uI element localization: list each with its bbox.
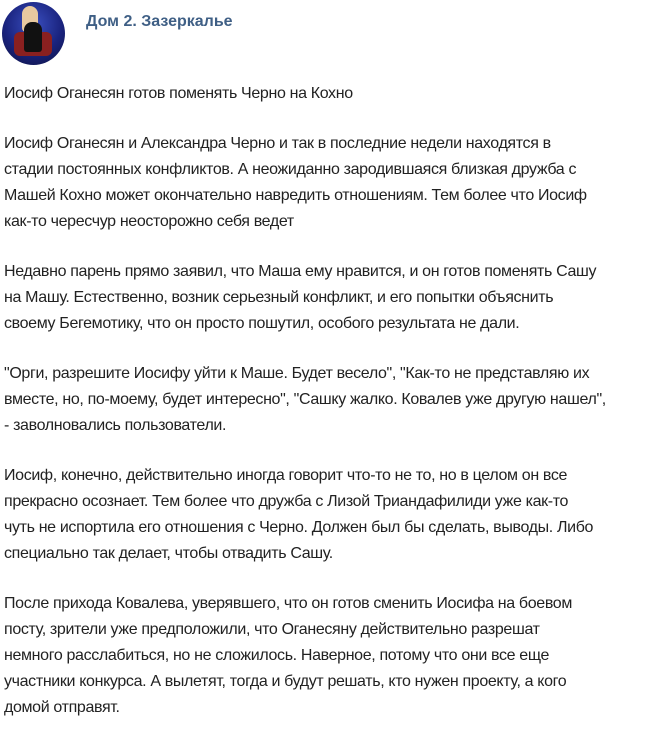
post-header <box>0 0 670 66</box>
channel-avatar[interactable] <box>2 2 65 65</box>
text-line: После прихода Ковалева, уверявшего, что он готов сменить Иосифа на боевом <box>4 595 572 612</box>
post-body <box>4 81 670 745</box>
channel-name[interactable]: Дом 2. Зазеркалье <box>86 13 233 30</box>
post-paragraph <box>4 463 670 567</box>
text-line: Иосиф Оганесян готов поменять Черно на Кохно <box>4 85 353 102</box>
text-line: "Орги, разрешите Иосифу уйти к Маше. Будет весело", "Как-то не представляю их <box>4 365 590 382</box>
text-line: своему Бегемотику, что он просто пошутил, особого результата не дали. <box>4 315 520 332</box>
text-line: посту, зрители уже предположили, что Оганесяну действительно разрешат <box>4 621 540 638</box>
text-line: на Машу. Естественно, возник серьезный конфликт, и его попытки объяснить <box>4 289 554 306</box>
text-line: - заволновались пользователи. <box>4 417 227 434</box>
post-paragraph <box>4 259 670 337</box>
text-line: Иосиф Оганесян и Александра Черно и так в последние недели находятся в <box>4 135 551 152</box>
text-line: Недавно парень прямо заявил, что Маша ему нравится, и он готов поменять Сашу <box>4 263 597 280</box>
text-line: домой отправят. <box>4 699 120 716</box>
text-line: Машей Кохно может окончательно навредить отношениям. Тем более что Иосиф <box>4 187 587 204</box>
text-line: чуть не испортила его отношения с Черно. Должен был бы сделать, выводы. Либо <box>4 519 594 536</box>
text-line: Иосиф, конечно, действительно иногда говорит что-то не то, но в целом он все <box>4 467 568 484</box>
post-title <box>4 81 670 107</box>
text-line: стадии постоянных конфликтов. А неожиданно зародившаяся близкая дружба с <box>4 161 577 178</box>
avatar-figure <box>24 22 42 52</box>
text-line: как-то чересчур неосторожно себя ведет <box>4 213 294 230</box>
text-line: прекрасно осознает. Тем более что дружба с Лизой Триандафилиди уже как-то <box>4 493 569 510</box>
text-line: участники конкурса. А вылетят, тогда и будут решать, кто нужен проекту, а кого <box>4 673 567 690</box>
text-line: вместе, но, по-моему, будет интересно", "Сашку жалко. Ковалев уже другую нашел", <box>4 391 606 408</box>
post-paragraph <box>4 131 670 235</box>
text-line: специально так делает, чтобы отвадить Сашу. <box>4 545 333 562</box>
post-paragraph <box>4 361 670 439</box>
text-line: немного расслабиться, но не сложилось. Наверное, потому что они все еще <box>4 647 550 664</box>
post-paragraph <box>4 591 670 721</box>
